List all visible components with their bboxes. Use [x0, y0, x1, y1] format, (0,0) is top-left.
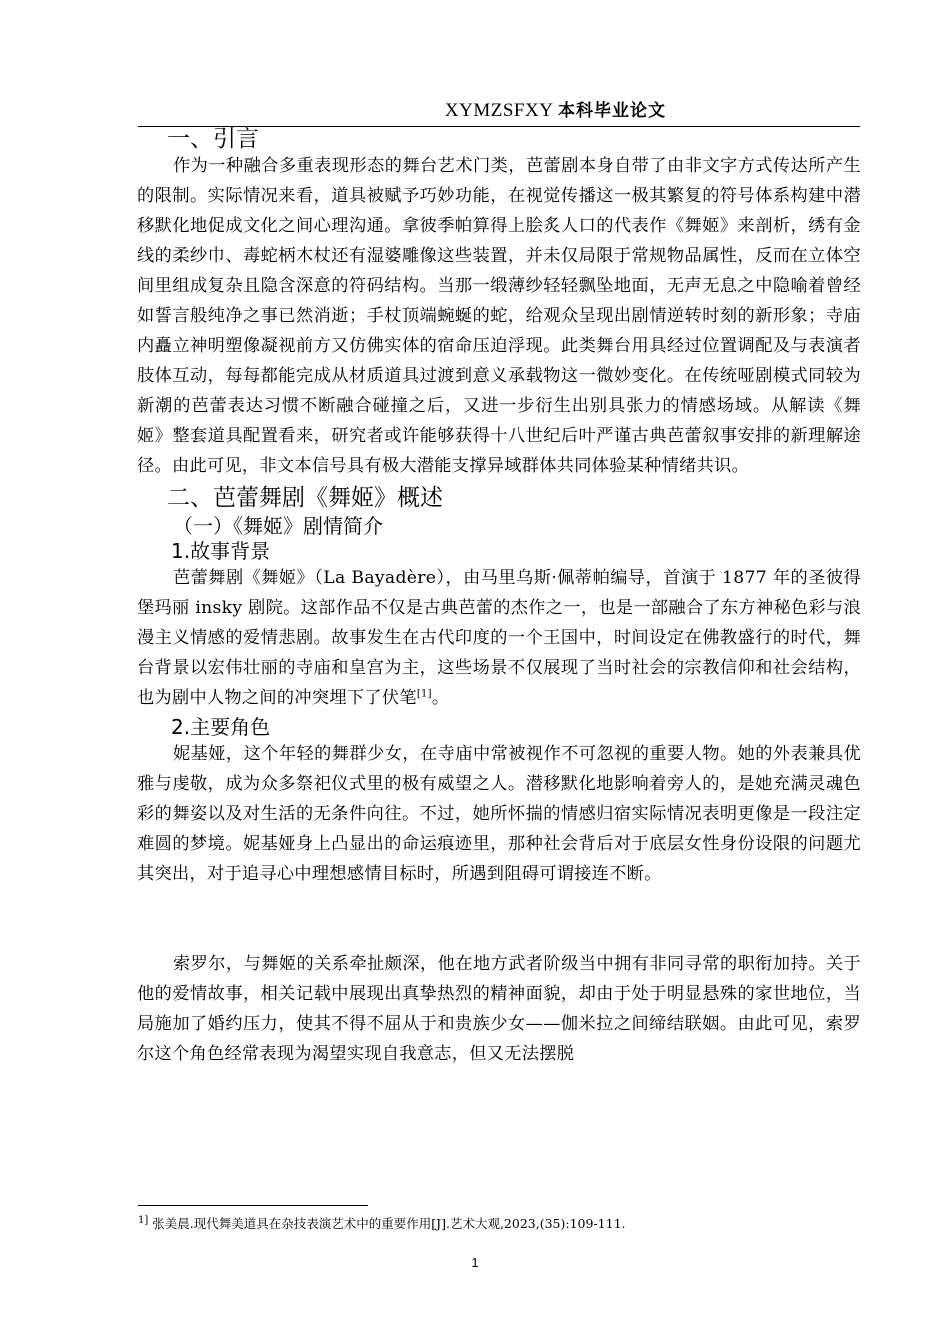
footnote-text: 张美晨.现代舞美道具在杂技表演艺术中的重要作用[J].艺术大观,2023,(35):109-111.: [152, 1216, 626, 1231]
footnote-mark: 1]: [138, 1214, 149, 1226]
page-number: 1: [471, 1255, 479, 1270]
background-end: 。: [431, 688, 450, 708]
intro-paragraph: 作为一种融合多重表现形态的舞台艺术门类，芭蕾剧本身自带了由非文字方式传达所产生的限制。实际情况来看，道具被赋予巧妙功能，在视觉传播这一极其繁复的符号体系构建中潜移默化地促成文化之间心理沟通。拿彼季帕算得上脍炙人口的代表作《舞姬》来剖析，绣有金线的柔纱巾、毒蛇柄木杖还有湿婆雕像这些装置，并未仅局限于常规物品属性，反而在立体空间里组成复杂且隐含深意的符码结构。当那一缎薄纱轻轻飘坠地面，无声无息之中隐喻着曾经如誓言般纯净之事已然消逝；手杖顶端蜿蜒的蛇，给观众呈现出剧情逆转时刻的新形象；寺庙内矗立神明塑像凝视前方又仿佛实体的宿命压迫浮现。此类舞台用具经过位置调配及与表演者肢体互动，每每都能完成从材质道具过渡到意义承载物这一微妙变化。在传统哑剧模式同较为新潮的芭蕾表达习惯不断融合碰撞之后，又进一步衍生出别具张力的情感场域。从解读《舞姬》整套道具配置看来，研究者或许能够获得十八世纪后叶严谨古典芭蕾叙事安排的新理解途径。由此可见，非文本信号具有极大潜能支撑异域群体共同体验某种情绪共识。: [137, 156, 861, 476]
footnote-rule: [138, 1205, 368, 1206]
roles-paragraph-nikiya: 妮基娅，这个年轻的舞群少女，在寺庙中常被视作不可忽视的重要人物。她的外表兼具优雅与虔敬，成为众多祭祀仪式里的极有威望之人。潜移默化地影响着旁人的，是她充满灵魂色彩的舞姿以及对生活的无条件向往。不过，她所怀揣的情感归宿实际情况表明更像是一段注定难圆的梦境。妮基娅身上凸显出的命运痕迹里，那种社会背后对于底层女性身份设限的问题尤其突出，对于追寻心中理想感情目标时，所遇到阻碍可谓接连不断。: [137, 744, 861, 884]
body-content: [137, 124, 861, 1069]
footnote: [138, 1214, 626, 1232]
header-latin: XYMZSFXY: [444, 100, 553, 121]
footnote-reference[interactable]: [1]: [416, 688, 432, 700]
running-header: [445, 96, 666, 122]
background-paragraph: [137, 563, 861, 713]
background-heading: 1.故事背景: [171, 539, 271, 563]
header-cjk: 本科毕业论文: [558, 101, 666, 121]
plot-summary-heading: （一）《舞姬》剧情简介: [173, 514, 383, 538]
background-text: 芭蕾舞剧《舞姬》（La Bayadère），由马里乌斯·佩蒂帕编导，首演于 1877 年的圣彼得堡玛丽 insky 剧院。这部作品不仅是古典芭蕾的杰作之一，也是一部融合了东方神秘色彩与浪漫主义情感的爱情悲剧。故事发生在古代印度的一个王国中，时间设定在佛教盛行的时代，舞台背景以宏伟壮丽的寺庙和皇宫为主，这些场景不仅展现了当时社会的宗教信仰和社会结构，也为剧中人物之间的冲突埋下了伏笔: [137, 568, 861, 708]
intro-heading: 一、引言: [167, 126, 259, 152]
roles-paragraph-solor: 索罗尔，与舞姬的关系牵扯颇深，他在地方武者阶级当中拥有非同寻常的职衔加持。关于他的爱情故事，相关记载中展现出真挚热烈的精神面貌，却由于处于明显悬殊的家世地位，当局施加了婚约压力，使其不得不屈从于和贵族少女——伽米拉之间缔结联姻。由此可见，索罗尔这个角色经常表现为渴望实现自我意志，但又无法摆脱: [137, 954, 861, 1064]
overview-heading: 二、芭蕾舞剧《舞姬》概述: [167, 485, 443, 511]
roles-heading: 2.主要角色: [171, 715, 271, 739]
